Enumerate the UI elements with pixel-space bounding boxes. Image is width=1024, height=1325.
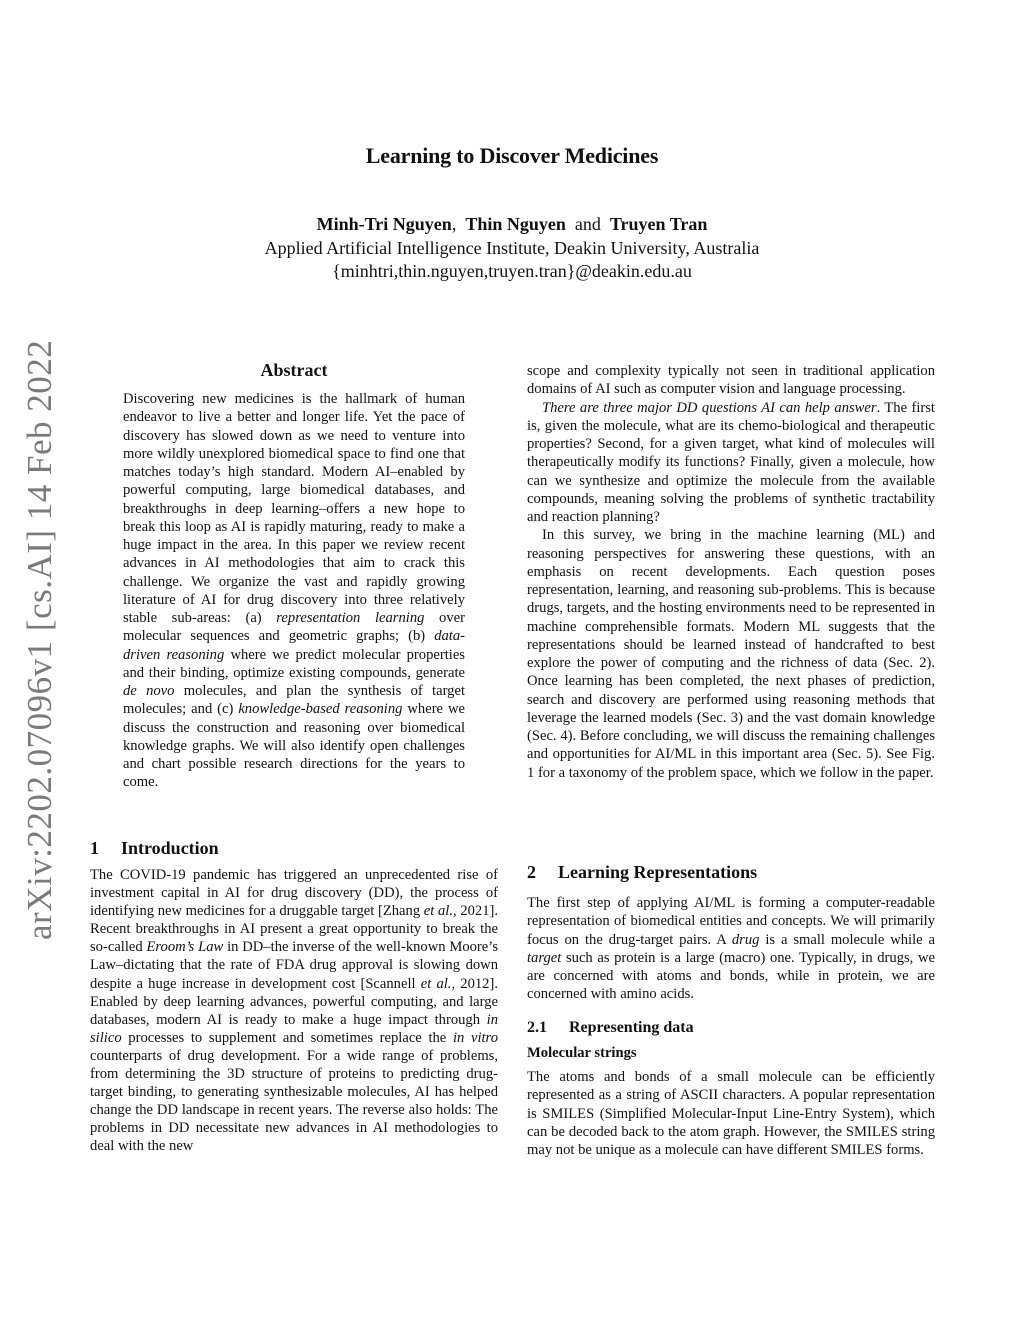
introduction-continued bbox=[527, 362, 935, 782]
section-heading-introduction: 1 Introduction bbox=[90, 838, 219, 858]
author-list bbox=[0, 212, 1024, 236]
author-3: Truyen Tran bbox=[609, 214, 708, 234]
paragraph: scope and complexity typically not seen in traditional application domains of AI such as computer vision and language processing. bbox=[527, 363, 935, 398]
section-heading-learning-representations: 2 Learning Representations bbox=[527, 862, 758, 882]
abstract-heading: Abstract bbox=[260, 360, 328, 380]
paragraph-heading-molecular-strings: Molecular strings bbox=[527, 1045, 637, 1061]
subsection-2-1-body: The atoms and bonds of a small molecule can be efficiently represented as a string of ASCII characters. A popular representation is SMILES (Simplified Molecular-Input Line-Entry System), which can be decoded back to the atom graph. However, the SMILES string may not be unique as a molecule can have different SMILES forms. bbox=[527, 1069, 935, 1158]
introduction-body: The COVID-19 pandemic has triggered an unprecedented rise of investment capital in AI for drug discovery (DD), the process of identifying new medicines for a druggable target [Zhang et al., 2021]. Recent breakthroughs in AI present a great opportunity to break the so-called Eroom’s Law in DD–the inverse of the well-known Moore’s Law–dictating that the rate of FDA drug approval is slowing down despite a huge increase in development cost [Scannell et al., 2012]. Enabled by deep learning advances, powerful computing, and large databases, modern AI is ready to make a huge impact through in silico processes to supplement and sometimes replace the in vitro counterparts of drug development. For a wide range of problems, from determining the 3D structure of proteins to predicting drug-target binding, to generating synthesizable molecules, AI has helped change the DD landscape in recent years. The reverse also holds: The problems in DD necessitate new advances in AI methodologies to deal with the new bbox=[90, 867, 499, 1155]
abstract-body: Discovering new medicines is the hallmark of human endeavor to live a better and longer life. Yet the pace of discovery has slowed down as we need to venture into more wildly unexplored biomedical space to find one that matches today’s high standard. Modern AI–enabled by powerful computing, large biomedical databases, and breakthroughs in deep learning–offers a new hope to break this loop as AI is rapidly maturing, ready to make a huge impact in the area. In this paper we review recent advances in AI methodologies that aim to crack this challenge. We organize the vast and rapidly growing literature of AI for drug discovery into three relatively stable sub-areas: (a) representation learning over molecular sequences and geometric graphs; (b) data-driven reasoning where we predict molecular properties and their binding, optimize existing compounds, generate de novo molecules, and plan the synthesis of target molecules; and (c) knowledge-based reasoning where we discuss the construction and reasoning over biomedical knowledge graphs. We will also identify open challenges and chart possible research directions for the years to come. bbox=[123, 391, 466, 791]
affiliation: Applied Artificial Intelligence Institute, Deakin University, Australia bbox=[264, 238, 760, 258]
author-conjunction: and bbox=[574, 214, 601, 234]
author-emails: {minhtri,thin.nguyen,truyen.tran}@deakin.edu.au bbox=[332, 261, 692, 281]
paper-title: Learning to Discover Medicines bbox=[365, 143, 659, 168]
author-separator: , bbox=[451, 214, 457, 234]
paragraph: There are three major DD questions AI can help answer. The first is, given the molecule, what are its chemo-biological and therapeutic properties? Second, for a given target, what kind of molecules will therapeutically modify its functions? Finally, given a molecule, how can we synthesize and optimize the molecule from the available compounds, meaning solving the problems of synthetic tractability and reaction planning? bbox=[527, 399, 935, 525]
author-1: Minh-Tri Nguyen bbox=[316, 214, 452, 234]
author-2: Thin Nguyen bbox=[465, 214, 566, 234]
subsection-heading-representing-data: 2.1 Representing data bbox=[527, 1019, 694, 1036]
paragraph: In this survey, we bring in the machine learning (ML) and reasoning perspectives for answering these questions, with an emphasis on recent developments. Each question poses representation, learning, and reasoning sub-problems. This is because drugs, targets, and the hosting environments need to be represented in machine comprehensible formats. Modern ML suggests that the representations should be learned instead of handcrafted to best explore the power of computing and the richness of data (Sec. 2). Once learning has been completed, the next phases of prediction, search and discovery are performed using reasoning methods that leverage the learned models (Sec. 3) and the vast domain knowledge (Sec. 4). Before concluding, we will discuss the remaining challenges and opportunities for AI/ML in this important area (Sec. 5). See Fig. 1 for a taxonomy of the problem space, which we follow in the paper. bbox=[527, 527, 935, 781]
arxiv-identifier: arXiv:2202.07096v1 [cs.AI] 14 Feb 2022 bbox=[20, 339, 59, 940]
section-2-body: The first step of applying AI/ML is forming a computer-readable representation of biomedical entities and concepts. We will primarily focus on the drug-target pairs. A drug is a small molecule while a target such as protein is a large (macro) one. Typically, in drugs, we are concerned with atoms and bonds, while in protein, we are concerned with amino acids. bbox=[527, 895, 935, 1003]
